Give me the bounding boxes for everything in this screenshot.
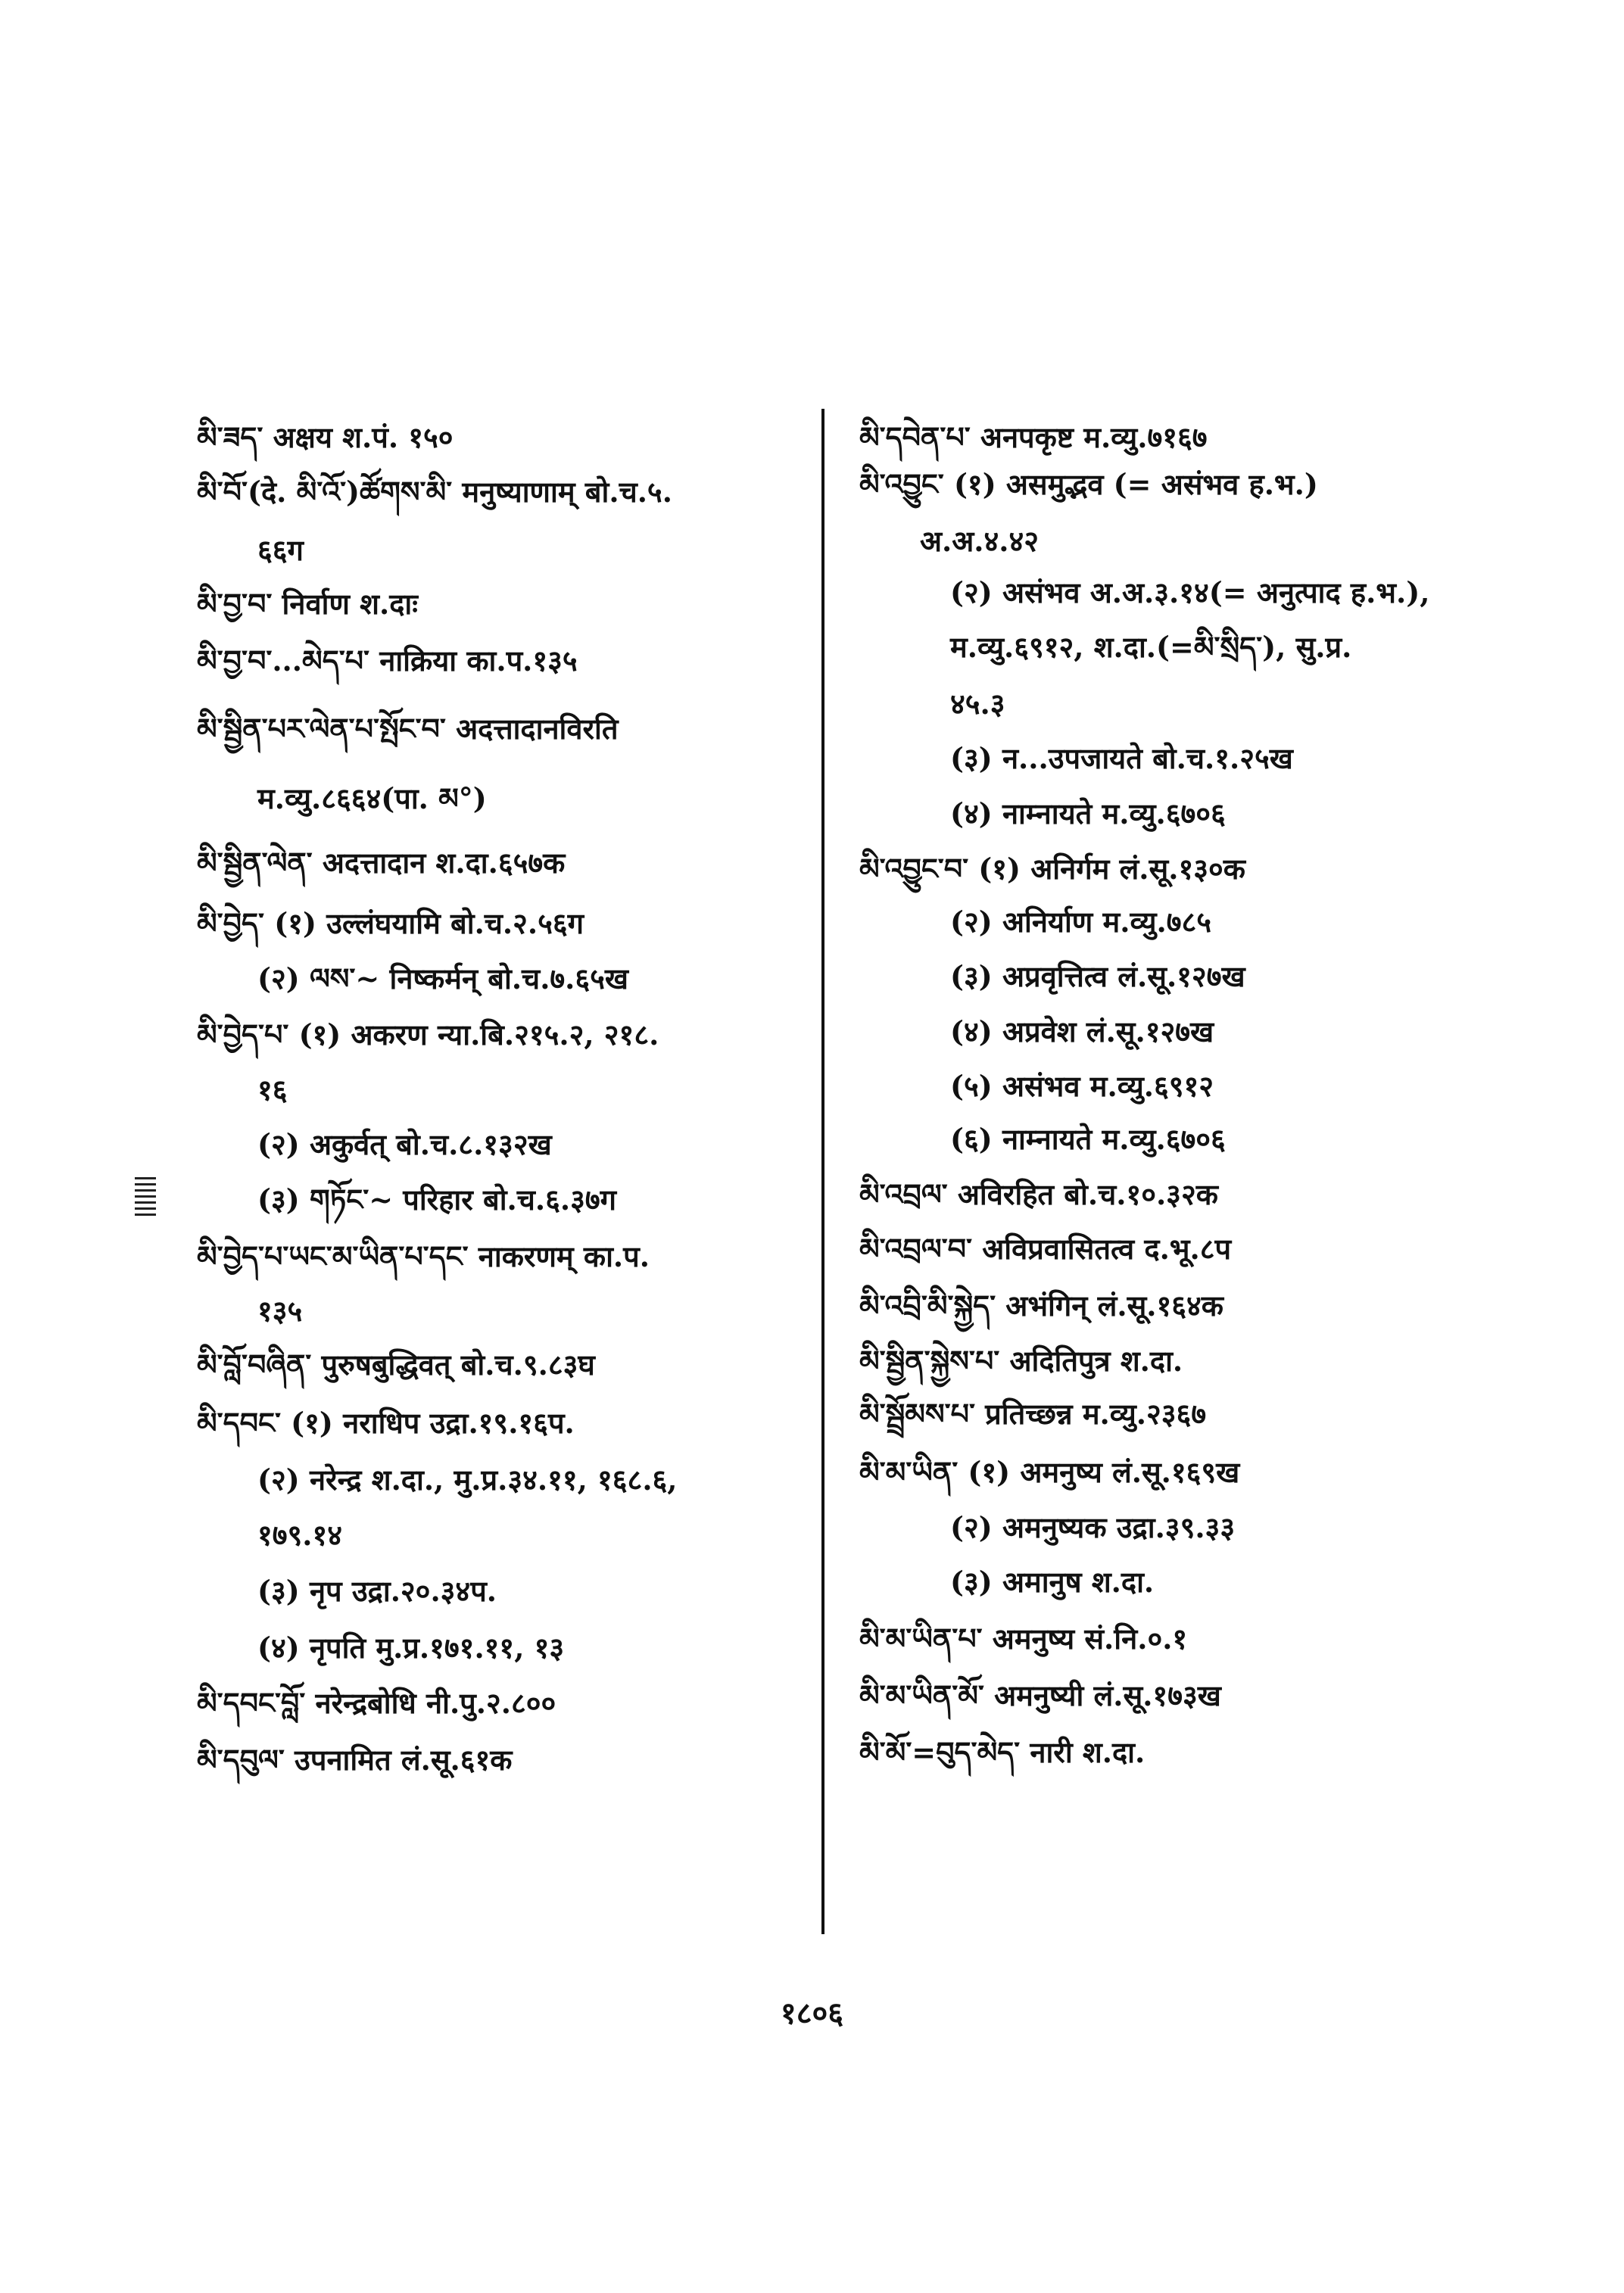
dictionary-entry: མི་དབུལ་ उपनामित लं.सू.६१क [197, 1743, 513, 1777]
column-divider [821, 409, 824, 1934]
dictionary-entry: མི་འབྲི་མི་སྐྱེད་ अभंगिन् लं.सू.१६४क [859, 1288, 1223, 1323]
dictionary-entry: མི་མ་ཡིན་པ་ अमनुष्य सं.नि.०.१ [859, 1622, 1188, 1656]
dictionary-entry-continuation: (५) असंभव म.व्यु.६९१२ [950, 1069, 1214, 1103]
dictionary-entry: མི་བོ་(दे. མི་འོ་)ཚོགས་མི་ मनुष्याणाम् बो.च.५. [197, 475, 672, 509]
dictionary-entry: མི་སྦྱིན་པར་ལེན་པ་སྤོང་བ་ अदत्तादानविरति [197, 712, 619, 746]
dictionary-entry: མི་མ་ཡིན་ (१) अमनुष्य लं.सू.१६९ख [859, 1455, 1240, 1489]
dictionary-entry-continuation: (४) नृपति मु.प्र.१७१.११, १३ [257, 1631, 565, 1665]
dictionary-entry-continuation: ६६ग [257, 533, 304, 567]
dictionary-entry: མི་བྱེད་ (१) उल्लंघयामि बो.च.२.५६ग [197, 906, 584, 940]
dictionary-entry: མི་འབྲལ་ अविरहित बो.च.१०.३२क [859, 1177, 1218, 1211]
dictionary-entry: མི་མ་ཡིན་མོ་ अमनुष्यी लं.सू.१७३ख [859, 1678, 1221, 1712]
dictionary-entry: མི་སྦྱིན་སྐྱེས་པ་ अदितिपुत्र श.दा. [859, 1344, 1183, 1378]
page-number: १८०६ [780, 1995, 844, 2031]
dictionary-entry: མི་སྦྲོམས་པ་ प्रतिच्छन्न म.व्यु.२३६७ [859, 1397, 1207, 1431]
dictionary-entry: མི་སྦྱིན་ལེན་ अदत्तादान श.दा.६५७क [197, 846, 566, 880]
dictionary-entry: མི་བྱེད་པ་ (१) अकरण न्या.बि.२१५.२, २१८. [197, 1017, 659, 1051]
dictionary-entry-continuation: (२) असंभव अ.अ.३.१४(= अनुत्पाद ह.भ.), [950, 575, 1430, 609]
dictionary-entry-continuation: १३५ [257, 1294, 303, 1328]
dictionary-entry-continuation: १६ [257, 1073, 288, 1107]
dictionary-entry: མི་བྱ་བ་ निर्वाण श.दाः [197, 587, 418, 621]
dictionary-entry: མི་མོ་=བུད་མེད་ नारी श.दा. [859, 1735, 1146, 1769]
dictionary-entry-continuation: (३) अमानुष श.दा. [950, 1565, 1155, 1599]
margin-marker [135, 1177, 156, 1220]
dictionary-entry-continuation: (३) གཏོང་~ परिहार बो.च.६.३७ग [257, 1182, 617, 1217]
dictionary-entry: མི་འབྲལ་བ་ अविप्रवासितत्व द.भू.८प [859, 1232, 1232, 1266]
dictionary-entry-continuation: (३) नृप उद्रा.२०.३४प. [257, 1574, 497, 1608]
dictionary-entry-continuation: (६) नाम्नायते म.व्यु.६७०६ [950, 1122, 1226, 1156]
dictionary-entry: མི་དབང་བློ་ नरेन्द्रबोधि नी.पु.२.८०० [197, 1686, 556, 1720]
dictionary-entry-continuation: म.व्यु.६९१२, श.दा.(=མི་སྲིད་), सु.प्र. [950, 630, 1352, 664]
dictionary-entry-continuation: १७९.१४ [257, 1518, 343, 1552]
dictionary-entry-continuation: (२) नरेन्द्र श.दा., मु.प्र.३४.११, १६८.६, [257, 1463, 678, 1497]
dictionary-entry-continuation: (३) न...उपजायते बो.च.१.२५ख [950, 741, 1293, 775]
dictionary-entry: མི་དབེན་པ་ अनपकृष्ट म.व्यु.७१६७ [859, 420, 1208, 454]
dictionary-entry: མི་དབང་ (१) नराधिप उद्रा.१९.१६प. [197, 1406, 575, 1440]
dictionary-entry: མི་བློ་བཞིན་ पुरुषबुद्धिवत् बो.च.९.८३घ [197, 1347, 595, 1382]
dictionary-entry-continuation: (२) अमनुष्यक उद्रा.३९.३३ [950, 1510, 1236, 1544]
dictionary-entry-continuation: ४५.३ [950, 687, 1005, 721]
dictionary-entry: མི་འབྱུང་བ་ (१) अनिर्गम लं.सू.१३०क [859, 852, 1245, 886]
dictionary-entry: མི་ཟད་ अक्षय श.पं. १५० [197, 420, 454, 454]
dictionary-entry-continuation: (२) अनिर्याण म.व्यु.७८५ [950, 905, 1211, 939]
dictionary-entry-continuation: अ.अ.४.४२ [920, 524, 1040, 558]
dictionary-entry-continuation: (३) अप्रवृत्तित्व लं.सू.१२७ख [950, 959, 1245, 993]
dictionary-entry-continuation: (४) नाम्नायते म.व्यु.६७०६ [950, 796, 1226, 830]
dictionary-entry: མི་བྱེད་པ་ཡང་མ་ཡིན་པ་དང་ नाकरणम् का.प. [197, 1239, 650, 1273]
dictionary-entry-continuation: म.व्यु.८६६४(पा. མ°) [257, 781, 487, 815]
dictionary-entry-continuation: (४) अप्रवेश लं.सू.१२७ख [950, 1014, 1214, 1048]
dictionary-entry: མི་འབྱུང་ (१) असमुद्भव (= असंभव ह.भ.) [859, 467, 1318, 501]
dictionary-entry-continuation: (२) ལས་~ निष्कर्मन् बो.च.७.६५ख [257, 961, 629, 995]
dictionary-entry: མི་བྱ་བ་...མེད་པ་ नाक्रिया का.प.१३५ [197, 643, 578, 678]
dictionary-entry-continuation: (२) अकुर्वत् बो.च.८.१३२ख [257, 1127, 552, 1161]
